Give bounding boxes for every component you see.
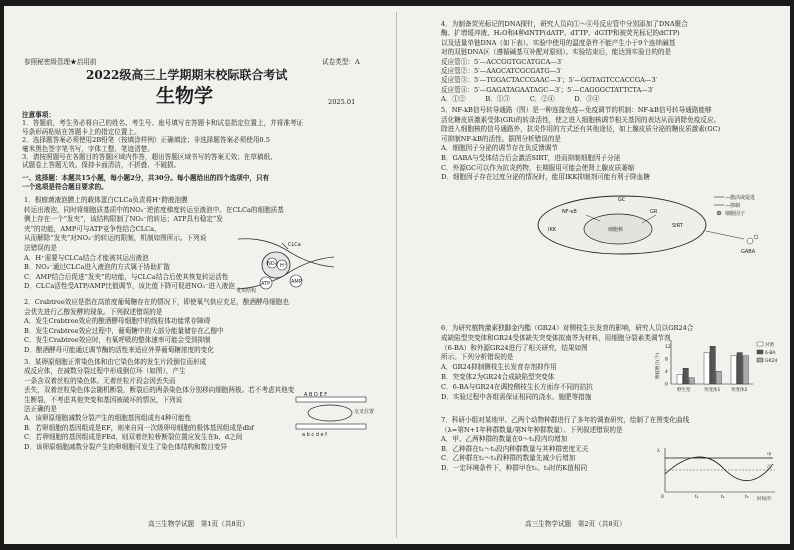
ytick-label: 12 bbox=[665, 344, 671, 350]
q6-line: C．6-BA与GR24在调控侧枝生长方面存不同的拮抗 bbox=[441, 382, 593, 391]
section-line: 一个选项是符合题目要求的。 bbox=[22, 182, 108, 191]
q4-line: 反应管④：5′—GAGATAGAATAGC—3′；5′—CAGGGCTATTCTA—3′ bbox=[441, 85, 654, 94]
q2-line: B．发生Crabtree效应过程中，葡萄糖中的大部分能量储存在乙醇中 bbox=[24, 326, 224, 335]
q1-line: C．AMP结合后促进“发夹”的功能，与CLCa结合后使其恢复转运活性 bbox=[24, 272, 229, 281]
figure-inversion-loop bbox=[292, 391, 384, 437]
q3-line: C．若卵细胞的基因组成是FEd，则双着丝粒桥断裂位置应发生在b、d之间 bbox=[24, 433, 243, 442]
subject-title: 生物学 bbox=[156, 85, 214, 107]
tick-t1: t₁ bbox=[695, 495, 699, 500]
q6-line: A．GR24抑制侧枝生长发育存剂抑作用 bbox=[441, 363, 557, 372]
category-label: 野生型 bbox=[677, 388, 691, 393]
q7-line: （λ=第N+1年种群数量/第N年种群数量）。下列叙述错误的是 bbox=[441, 425, 623, 434]
q1-line: 转运出液泡，同时将细胞质基质中的NO₃⁻逆浓度梯度转运至液泡中。在CLCa的细胞质基 bbox=[24, 205, 284, 214]
q1-line: 1．根瘤菌液泡膜上的载体蛋白CLCa负责将H⁺跨液泡膜 bbox=[24, 196, 188, 204]
legend-swatch bbox=[757, 350, 763, 354]
secret-label: 参照秘密级管理★启用前 bbox=[24, 58, 97, 66]
note-line: 1．答题前，考生务必将自己的姓名、考生号、座号填写在答题卡和试卷指定位置上，并将准考证 bbox=[22, 119, 304, 128]
q3-line: 成反应体，在减数分裂过程中形成倒位环（如图），产生 bbox=[24, 367, 186, 376]
q3-line: 丢失，双着丝粒染色体会随机断裂，断裂后的两条染色体分别移向细胞两极。若不考虑其他变 bbox=[24, 386, 295, 395]
chart6-ylabel: 侧枝数目(个) bbox=[656, 352, 661, 379]
exam-date: 2025.01 bbox=[328, 98, 356, 106]
q5-line: 活化糖皮质激素受体(GR)的转录活性，使之进入细胞核调节相关基因的表达从而消除免疫反应。 bbox=[441, 115, 721, 124]
page-2-footer: 高三生物学试题 第2页（共8页） bbox=[525, 520, 626, 528]
figure-lambda-chart bbox=[655, 444, 781, 502]
q3-line: A．该卵原细胞减数分裂产生的细胞基因组成有4种可能性 bbox=[24, 414, 192, 423]
q4-line: 4．为制备荧光标记的DNA探针，研究人员向①～④号反应管中分别添加了DNA聚合 bbox=[441, 20, 688, 28]
bar-0-1 bbox=[683, 368, 688, 384]
ikk-label: IKK bbox=[548, 227, 557, 233]
legend-activate: —激活或促进 bbox=[725, 195, 756, 201]
cross-label: 交叉位置 bbox=[354, 409, 375, 415]
q3-line: 法正确的是 bbox=[24, 405, 57, 413]
q4-line: A．①② B．①③ C．②④ D．③④ bbox=[441, 95, 600, 104]
q2-line: D．酿酒酵母可能通过调节酶的活性来适应外界葡萄糖浓度的变化 bbox=[24, 346, 214, 354]
note-line: 2．选择题答案必须使用2B铅笔（按填涂样例）正确填涂；非选择题答案必须使用0.5 bbox=[22, 136, 270, 145]
q5-line: 5．NF-kB信号转导通路（图）是一种连接免疫—免疫调节的机制：NF-kB信号转导通路能够 bbox=[441, 106, 712, 114]
paper-type: 试卷类型：A bbox=[322, 58, 360, 66]
q1-line: 法错误的是 bbox=[24, 244, 57, 252]
sirt-label: SIRT bbox=[672, 223, 683, 229]
ytick-label: 0 bbox=[665, 382, 668, 388]
legend-label: 6-BA bbox=[765, 351, 776, 356]
q6-line: 6．为研究植物激素独脚金内酯（GR24）对侧枝生长发育的影响，研究人员以GR24合 bbox=[441, 324, 694, 332]
bar-1-0 bbox=[704, 353, 709, 384]
bar-2-2 bbox=[743, 356, 748, 384]
category-label: 突变体1 bbox=[704, 388, 721, 393]
q6-line: D．实验过程中各组需保证相同的浇水、施肥等措施 bbox=[441, 392, 592, 401]
q7-line: B．乙种群在t₁～t₃段内种群数量与其种群密度无关 bbox=[441, 444, 589, 453]
q1-line: 侧上存在一个“发夹”，该结构限制了NO₃⁻的转运；ATP具有稳定“发 bbox=[24, 215, 223, 224]
q3-line: 3．某卵原细胞正常染色体和由它染色体的发生片段倒位而形成 bbox=[24, 358, 207, 366]
bar-1-2 bbox=[716, 371, 721, 384]
curve-yi bbox=[665, 457, 773, 481]
note-line: 3．请按照题号在各题目的答题区域内作答，超出答题区域书写的答案无效；在草稿纸、 bbox=[22, 153, 277, 161]
lambda-ylabel: λ bbox=[657, 449, 660, 454]
tick-0: 0 bbox=[661, 495, 664, 500]
q3-line: D．该卵原细胞减数分裂产生的卵细胞可发生了染色体结构和数目变异 bbox=[24, 442, 228, 451]
q1-line: 夹”的功能，AMP可与ATP竞争性结合CLCa， bbox=[24, 224, 161, 233]
legend-cytokine: 细胞因子 bbox=[725, 211, 746, 217]
q7-line: D．一定环境条件下，种群甲在t₁、t₃时的K值相同 bbox=[441, 464, 588, 472]
legend-swatch bbox=[757, 358, 763, 362]
q4-line: 反应管③：5′—TGGACTACCGAAC—3′；5′—GGTAGTCCACCGA—3′ bbox=[441, 76, 658, 85]
q1-line: D．CLCa活性受ATP/AMP比值调节，该比值下降可促进NO₃⁻进入液泡 bbox=[24, 282, 235, 291]
q3-line: B．若卵细胞的基因组成是EF，则来自同一次级卵母细胞的极体基因组成是dbf bbox=[24, 423, 254, 432]
exam-title: 2022级高三上学期期末校际联合考试 bbox=[86, 68, 288, 82]
curve-b-label: 乙 bbox=[767, 465, 772, 470]
tick-t2: t₂ bbox=[721, 495, 725, 500]
bar-1-1 bbox=[710, 346, 715, 384]
q7-line: A．甲、乙两种群的数量在0～t₁段内均增加 bbox=[441, 435, 568, 444]
legend-inhibit: —抑制 bbox=[725, 203, 741, 209]
no3-label: NO₃⁻ bbox=[267, 261, 280, 267]
q1-line: B．NO₃⁻通过CLCa进入液泡的方式属于协助扩散 bbox=[24, 263, 171, 272]
q2-line: C．发生Crabtree效应时，有氧呼吸的整体速率可能会受到抑制 bbox=[24, 336, 211, 345]
page-1-footer: 高三生物学试题 第1页（共8页） bbox=[148, 520, 249, 528]
figure-nfkb-pathway bbox=[522, 191, 772, 257]
legend-label: 对照 bbox=[765, 343, 774, 348]
figure-gr24-chart bbox=[655, 336, 785, 396]
q6-line: 所示。下列分析错误的是 bbox=[441, 353, 514, 362]
bottom-letters: a b c d e f bbox=[302, 432, 327, 437]
gc-label: GC bbox=[618, 197, 626, 203]
q5-line: 可抑制NF-kB的活性。据图分析错误的是 bbox=[441, 134, 562, 143]
q4-line: 对的双链DNA区（遵循碱基互补配对原则）。实验结束后，能达到实验目的的是 bbox=[441, 48, 672, 57]
q7-line: C．乙种群在t₁～t₃段种群的数量先减少后增加 bbox=[441, 454, 576, 463]
q2-line: 2．Crabtree效应是指在高浓度葡萄糖存在的情况下，即使氧气供应充足，酿酒酵母细胞也 bbox=[24, 298, 289, 306]
q4-line: 酶、扩增缓冲液、H₂O和4种dNTP(dATP、dTTP、dGTP和被荧光标记的dCTP) bbox=[441, 29, 680, 38]
bar-0-2 bbox=[689, 378, 694, 384]
q7-line: 7．科研小组对某地甲、乙两个动物种群进行了多年的调查研究，绘制了在图变化曲线 bbox=[441, 416, 690, 424]
amp-label: AMP bbox=[291, 279, 302, 285]
q5-line: B．GABA与受体结合后会激活SIRT，进而抑制细胞因子分泌 bbox=[441, 154, 621, 162]
category-label: 突变体2 bbox=[731, 388, 748, 393]
q4-line: 反应管②：5′—AAGCATCGCGATG—3′ bbox=[441, 67, 562, 75]
q5-line: C．外源GC可以作为抗炎药物，长期服用可能会使肾上腺皮质萎缩 bbox=[441, 163, 635, 172]
note-line: 毫米黑色签字笔书写，字体工整、笔迹清楚。 bbox=[22, 144, 154, 153]
q6-line: B．突变体2为GR24合成缺陷型突变体 bbox=[441, 373, 555, 381]
q6-line: 成缺陷型突变体和GR24受体缺失突变体拟南芥为材料，用细胞分裂素类调节剂 bbox=[441, 333, 671, 342]
nfkb-label: NF-κB bbox=[562, 209, 577, 215]
section-line: 一、选择题：本题共15小题，每小题2分，共30分。每小题给出的四个选项中，只有 bbox=[22, 174, 270, 182]
ytick-label: 8 bbox=[665, 357, 668, 363]
figure-clca bbox=[236, 237, 336, 293]
bar-2-0 bbox=[731, 356, 736, 384]
q2-line: 会优先进行乙醇发酵的现象。下列叙述错误的是 bbox=[24, 307, 163, 316]
q4-line: 以及适量单链DNA（如下表）。实验中使用的温度条件不能产生小于9个连续碱基 bbox=[441, 38, 676, 47]
q3-line: 一条含双着丝粒的染色体。无着丝粒片段会因丢失而 bbox=[24, 376, 176, 385]
q5-line: D．细胞因子存在过度分泌的情况时，能用IKK抑制剂可能有利于降血糖 bbox=[441, 173, 650, 182]
q5-line: A．细胞因子分泌的调节存在负反馈调节 bbox=[441, 144, 558, 153]
legend-label: GR24 bbox=[765, 359, 778, 364]
exam-sheet bbox=[4, 6, 790, 544]
top-letters: A B D E F bbox=[304, 392, 328, 398]
h-label: H⁺ bbox=[280, 263, 287, 269]
curve-a-label: 甲 bbox=[767, 453, 772, 458]
tick-t3: t₃ bbox=[745, 495, 749, 500]
nucleus-label: 细胞核 bbox=[608, 227, 624, 233]
lambda-xlabel: 时间/年 bbox=[757, 497, 773, 502]
q1-line: 从而解除“发夹”对NO₃⁻的转运的限制，机制如图所示。下列说 bbox=[24, 234, 207, 243]
legend-swatch bbox=[757, 342, 763, 346]
gaba-label: GABA bbox=[741, 249, 756, 255]
gr-label: GR bbox=[650, 209, 658, 215]
clca-label: CLCa bbox=[288, 242, 301, 248]
q4-line: 反应管①：5′—ACCGGTGCATGCA—3′ bbox=[441, 57, 563, 66]
note-line: 试题卷上答题无效。保持卡面清洁，不折叠、不破损。 bbox=[22, 161, 181, 170]
note-line: 注意事项： bbox=[22, 111, 55, 119]
note-line: 号条形码粘贴在答题卡上的指定位置上。 bbox=[22, 127, 141, 136]
q1-line: A．H⁺需要与CLCa结合才能被其运出液泡 bbox=[24, 253, 149, 262]
hairpin-label: 发夹结构 bbox=[236, 288, 257, 293]
bar-2-1 bbox=[737, 353, 742, 384]
q6-line: （6-BA）和外源GR24进行了相关研究，结果如图 bbox=[441, 343, 588, 352]
ytick-label: 4 bbox=[665, 369, 668, 375]
q3-line: 生断裂，不考虑其他突变和基因被破坏的情况，下列说 bbox=[24, 395, 183, 404]
q5-line: 除进入细胞核的信号通路外，抗炎作用的方式还有其他途径，如上腺皮质分泌的糖皮质激素(GC) bbox=[441, 125, 721, 134]
bar-0-0 bbox=[677, 375, 682, 384]
q2-line: A．发生Crabtree效应的酿酒酵母细胞中的线粒体功能常存障碍 bbox=[24, 317, 211, 326]
page-2 bbox=[397, 6, 790, 544]
atp-label: ATP bbox=[261, 281, 271, 287]
page-1 bbox=[4, 6, 397, 544]
